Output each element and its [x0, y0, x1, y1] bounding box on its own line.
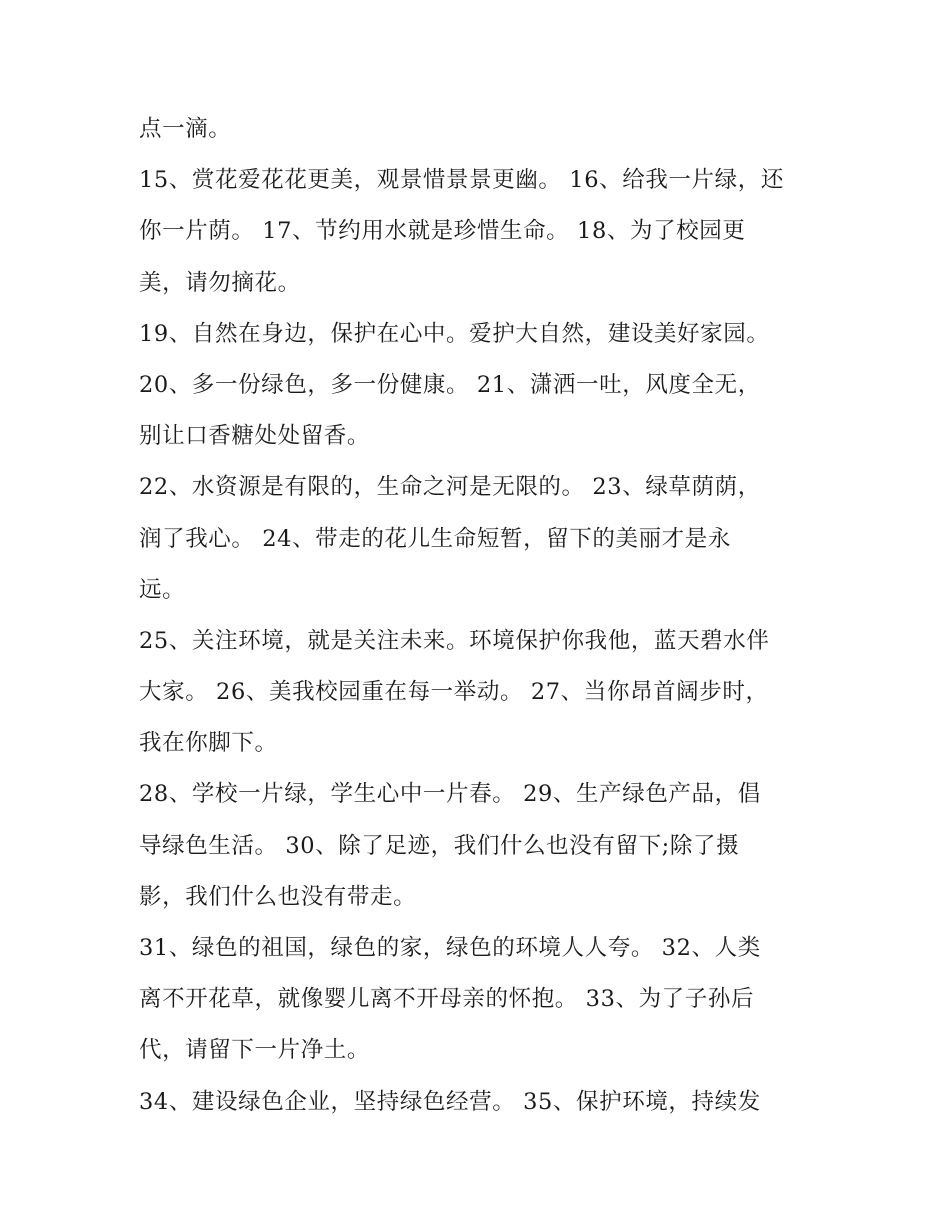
- text-line: 25、关注环境，就是关注未来。环境保护你我他，蓝天碧水伴: [139, 627, 770, 654]
- text-line: 美，请勿摘花。: [139, 269, 301, 296]
- text-line: 离不开花草，就像婴儿离不开母亲的怀抱。 33、为了子孙后: [139, 986, 755, 1013]
- document-body: [139, 104, 839, 1128]
- text-line: 34、建设绿色企业，坚持绿色经营。 35、保护环境，持续发: [139, 1088, 761, 1115]
- text-line: 20、多一份绿色，多一份健康。 21、潇洒一吐，风度全无，: [139, 371, 761, 398]
- text-line: 你一片荫。 17、节约用水就是珍惜生命。 18、为了校园更: [139, 218, 746, 245]
- text-line: 导绿色生活。 30、除了足迹，我们什么也没有留下;除了摄: [139, 832, 740, 859]
- text-line: 远。: [139, 576, 186, 603]
- text-line: 影，我们什么也没有带走。: [139, 883, 417, 910]
- text-line: 我在你脚下。: [139, 730, 278, 757]
- text-line: 代，请留下一片净土。: [139, 1037, 371, 1064]
- text-line: 15、赏花爱花花更美，观景惜景景更幽。 16、给我一片绿，还: [139, 167, 784, 194]
- text-line: 22、水资源是有限的，生命之河是无限的。 23、绿草荫荫，: [139, 474, 761, 501]
- text-line: 别让口香糖处处留香。: [139, 423, 371, 450]
- text-line: 19、自然在身边，保护在心中。爱护大自然，建设美好家园。: [139, 320, 770, 347]
- text-line: 28、学校一片绿，学生心中一片春。 29、生产绿色产品，倡: [139, 781, 761, 808]
- text-line: 点一滴。: [139, 116, 232, 142]
- text-line: 大家。 26、美我校园重在每一举动。 27、当你昂首阔步时，: [139, 679, 769, 706]
- text-line: 31、绿色的祖国，绿色的家，绿色的环境人人夸。 32、人类: [139, 935, 761, 961]
- text-line: 润了我心。 24、带走的花儿生命短暂，留下的美丽才是永: [139, 525, 731, 552]
